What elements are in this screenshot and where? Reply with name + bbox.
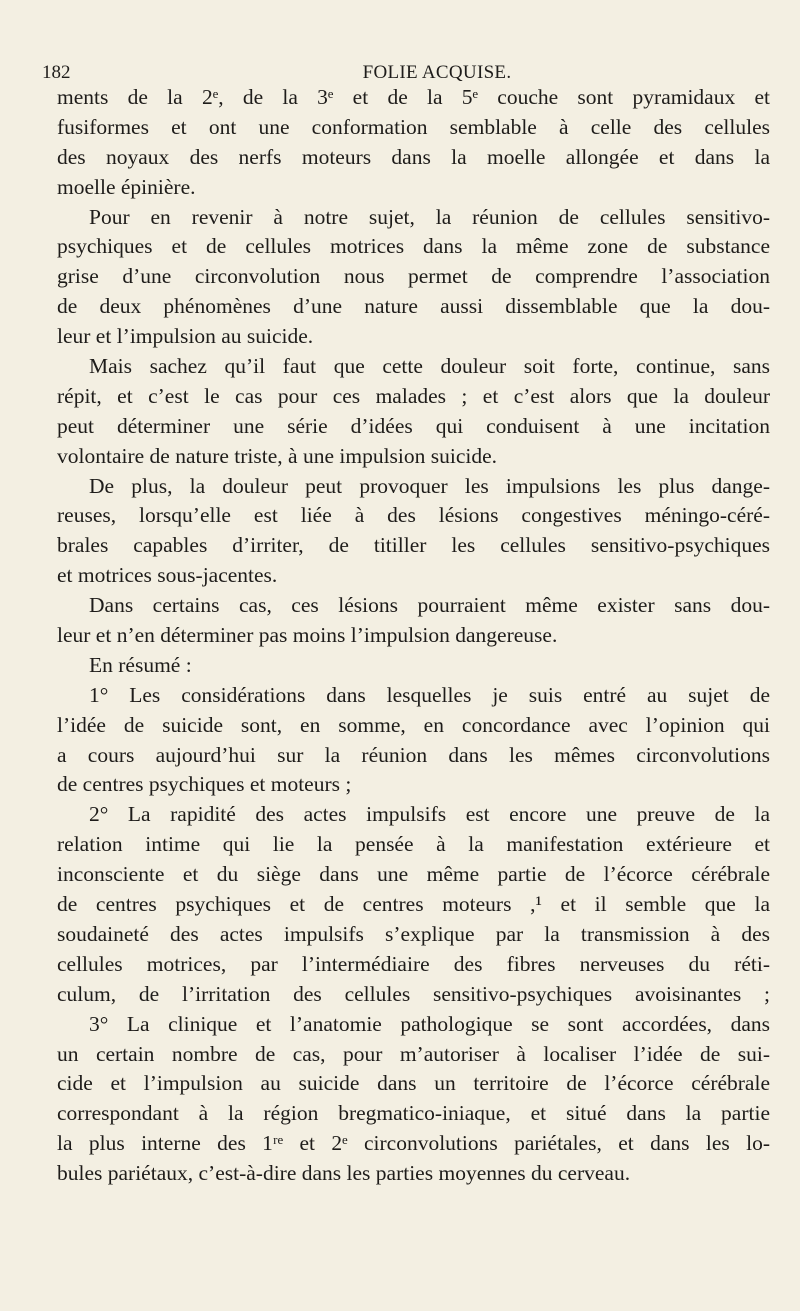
page-number: 182	[42, 62, 71, 83]
text-line: Mais sachez qu’il faut que cette douleur soit forte, continue, sans	[89, 354, 770, 379]
text-line: cide et l’impulsion au suicide dans un territoire de l’écorce cérébrale	[57, 1071, 770, 1096]
text-line: psychiques et de cellules motrices dans la même zone de substance	[57, 234, 770, 259]
text-line: Pour en revenir à notre sujet, la réunion de cellules sensitivo-	[89, 204, 770, 229]
body-text	[57, 83, 770, 1189]
text-line: peut déterminer une série d’idées qui conduisent à une incitation	[57, 413, 770, 438]
text-line: bules pariétaux, c’est-à-dire dans les parties moyennes du cerveau.	[57, 1161, 631, 1186]
text-line: culum, de l’irritation des cellules sensitivo-psychiques avoisinantes ;	[57, 981, 770, 1006]
text-line: la plus interne des 1ʳᵉ et 2ᵉ circonvolutions pariétales, et dans les lo-	[57, 1131, 770, 1156]
text-line: et motrices sous-jacentes.	[57, 563, 278, 588]
text-line: fusiformes et ont une conformation semblable à celle des cellules	[57, 114, 770, 139]
text-line: relation intime qui lie la pensée à la manifestation extérieure et	[57, 832, 770, 857]
text-line: répit, et c’est le cas pour ces malades ; et c’est alors que la douleur	[57, 383, 770, 408]
text-line: En résumé :	[89, 652, 192, 677]
text-line: reuses, lorsqu’elle est liée à des lésions congestives méningo-céré-	[57, 503, 770, 528]
text-line: De plus, la douleur peut provoquer les impulsions les plus dange-	[89, 473, 770, 498]
running-title: FOLIE ACQUISE.	[362, 62, 512, 83]
text-line: de centres psychiques et de centres moteurs ,¹ et il semble que la	[57, 892, 770, 917]
text-line: leur et l’impulsion au suicide.	[57, 324, 314, 349]
text-line: des noyaux des nerfs moteurs dans la moelle allongée et dans la	[57, 144, 770, 169]
text-line: Dans certains cas, ces lésions pourraient même exister sans dou-	[89, 593, 770, 618]
text-line: moelle épinière.	[57, 174, 196, 199]
text-line: 2° La rapidité des actes impulsifs est encore une preuve de la	[89, 802, 770, 827]
text-line: brales capables d’irriter, de titiller les cellules sensitivo-psychiques	[57, 533, 770, 558]
text-line: inconsciente et du siège dans une même partie de l’écorce cérébrale	[57, 862, 770, 887]
text-line: grise d’une circonvolution nous permet de comprendre l’association	[57, 264, 770, 289]
text-line: de centres psychiques et moteurs ;	[57, 772, 352, 797]
text-line: a cours aujourd’hui sur la réunion dans les mêmes circonvolutions	[57, 742, 770, 767]
text-line: correspondant à la région bregmatico-iniaque, et situé dans la partie	[57, 1101, 770, 1126]
text-line: soudaineté des actes impulsifs s’explique par la transmission à des	[57, 921, 770, 946]
text-line: 1° Les considérations dans lesquelles je suis entré au sujet de	[89, 682, 770, 707]
text-line: cellules motrices, par l’intermédiaire des fibres nerveuses du réti-	[57, 951, 770, 976]
text-line: l’idée de suicide sont, en somme, en concordance avec l’opinion qui	[57, 712, 770, 737]
text-line: leur et n’en déterminer pas moins l’impulsion dangereuse.	[57, 623, 558, 648]
text-line: volontaire de nature triste, à une impulsion suicide.	[57, 443, 498, 468]
text-line: ments de la 2ᵉ, de la 3ᵉ et de la 5ᵉ couche sont pyramidaux et	[57, 85, 770, 109]
text-line: un certain nombre de cas, pour m’autoriser à localiser l’idée de sui-	[57, 1041, 770, 1066]
text-line: de deux phénomènes d’une nature aussi dissemblable que la dou-	[57, 294, 770, 319]
text-line: 3° La clinique et l’anatomie pathologique se sont accordées, dans	[89, 1011, 770, 1036]
